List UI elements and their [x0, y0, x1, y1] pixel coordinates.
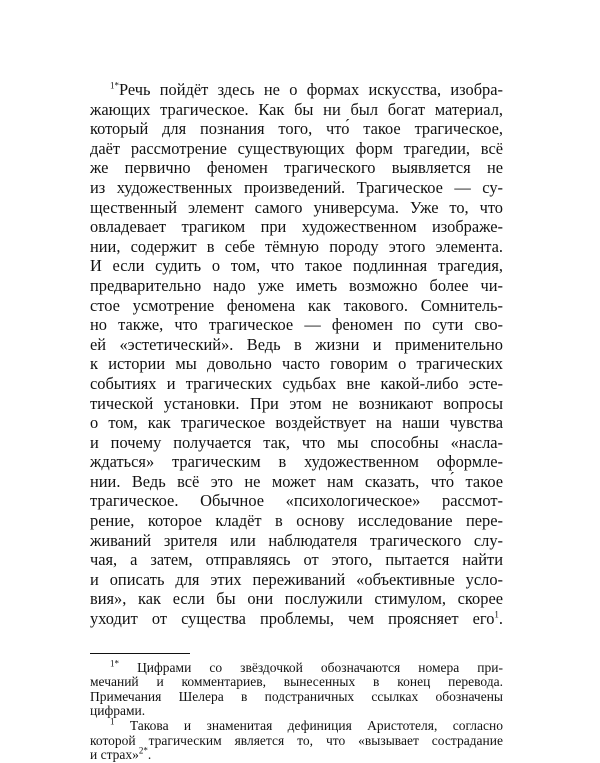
text-line-17: тической установки. При этом не возникают вопросы [90, 393, 503, 413]
text-line-4: даёт рассмотрение существующих форм трагедии, всё [90, 138, 503, 158]
footnote-2-line-2: которой трагическим является то, что «вызывает сострадание [90, 732, 503, 748]
text-line-26: и описать для этих переживаний «объективные усло- [90, 569, 503, 589]
text-line-16: событиях и трагических судьбах вне какой-либо эсте- [90, 373, 503, 393]
page-content [90, 80, 503, 763]
footnote-2-end-marker: 2* [138, 745, 148, 756]
footnote-2-marker: 1 [110, 716, 115, 727]
text-line-1: $^{1*}$Речь пойдёт здесь не о формах искусства, изобра- [110, 80, 503, 99]
footnote-ref-1star: 1* [110, 80, 119, 91]
text-line-18: о том, как трагическое воздействует на наши чувства [90, 413, 503, 433]
text-line-28: уходит от существа проблемы, чем проясняет его$^1$. [90, 609, 503, 629]
footnote-2-line-3: и страх»$^{2*}$. [90, 745, 152, 763]
text-line-9: нии, содержит в себе тёмную породу этого элемента. [90, 236, 503, 256]
text-line-8: овладевает трагиком при художественном изображе- [90, 217, 503, 237]
text-line-15: к истории мы довольно часто говорим о трагических [90, 354, 503, 374]
text-line-5: же первично феномен трагического выявляется не [90, 158, 503, 178]
text-line-14: ей «эстетический». Ведь в жизни и применительно [90, 334, 503, 354]
footnote-1-line-4: цифрами. [90, 703, 146, 719]
text-line-23: рение, которое кладёт в основу исследование пере- [90, 511, 503, 531]
text-line-2: жающих трагическое. Как бы ни был богат материал, [90, 99, 503, 119]
text-line-22: трагическое. Обычное «психологическое» рассмот- [90, 491, 503, 511]
text-line-3: который для познания того, что́ такое трагическое, [90, 119, 503, 139]
text-line-13: но также, что трагическое — феномен по сути сво- [90, 315, 503, 335]
footnote-1-line-2: мечаний и комментариев, вынесенных в конец перевода. [90, 674, 503, 690]
footnote-ref-1: 1 [494, 609, 499, 620]
text-line-20: ждаться» трагическим в художественном оформле- [90, 452, 503, 472]
text-line-25: чая, а затем, отправляясь от этого, пытается найти [90, 550, 503, 570]
text-line-21: нии. Ведь всё это не может нам сказать, что́ такое [90, 471, 503, 491]
footnote-2-line-1: $^1$ Такова и знаменитая дефиниция Аристотеля, согласно [110, 716, 503, 733]
text-line-11: предварительно надо уже иметь возможно более чи- [90, 275, 503, 295]
footnotes [90, 658, 503, 763]
text-line-12: стое усмотрение феномена как такового. Сомнитель- [90, 295, 503, 315]
text-line-7: щественный элемент самого универсума. Уже то, что [90, 197, 503, 217]
text-line-24: живаний зрителя или наблюдателя трагического слу- [90, 530, 503, 550]
text-line-19: и почему получается так, что мы способны «насла- [90, 432, 503, 452]
main-paragraph [90, 80, 503, 629]
text-line-27: вия», как если бы они послужили стимулом, скорее [90, 589, 503, 609]
footnote-1-line-1: $^{1*}$ Цифрами со звёздочкой обозначаются номера при- [110, 658, 503, 675]
text-line-10: И если судить о том, что такое подлинная трагедия, [90, 256, 503, 276]
footnote-1-line-3: Примечания Шелера в подстраничных ссылках обозначены [90, 688, 503, 704]
text-line-6: из художественных произведений. Трагическое — су- [90, 177, 503, 197]
footnote-1-marker: 1* [110, 658, 119, 669]
footnote-divider [90, 653, 190, 654]
